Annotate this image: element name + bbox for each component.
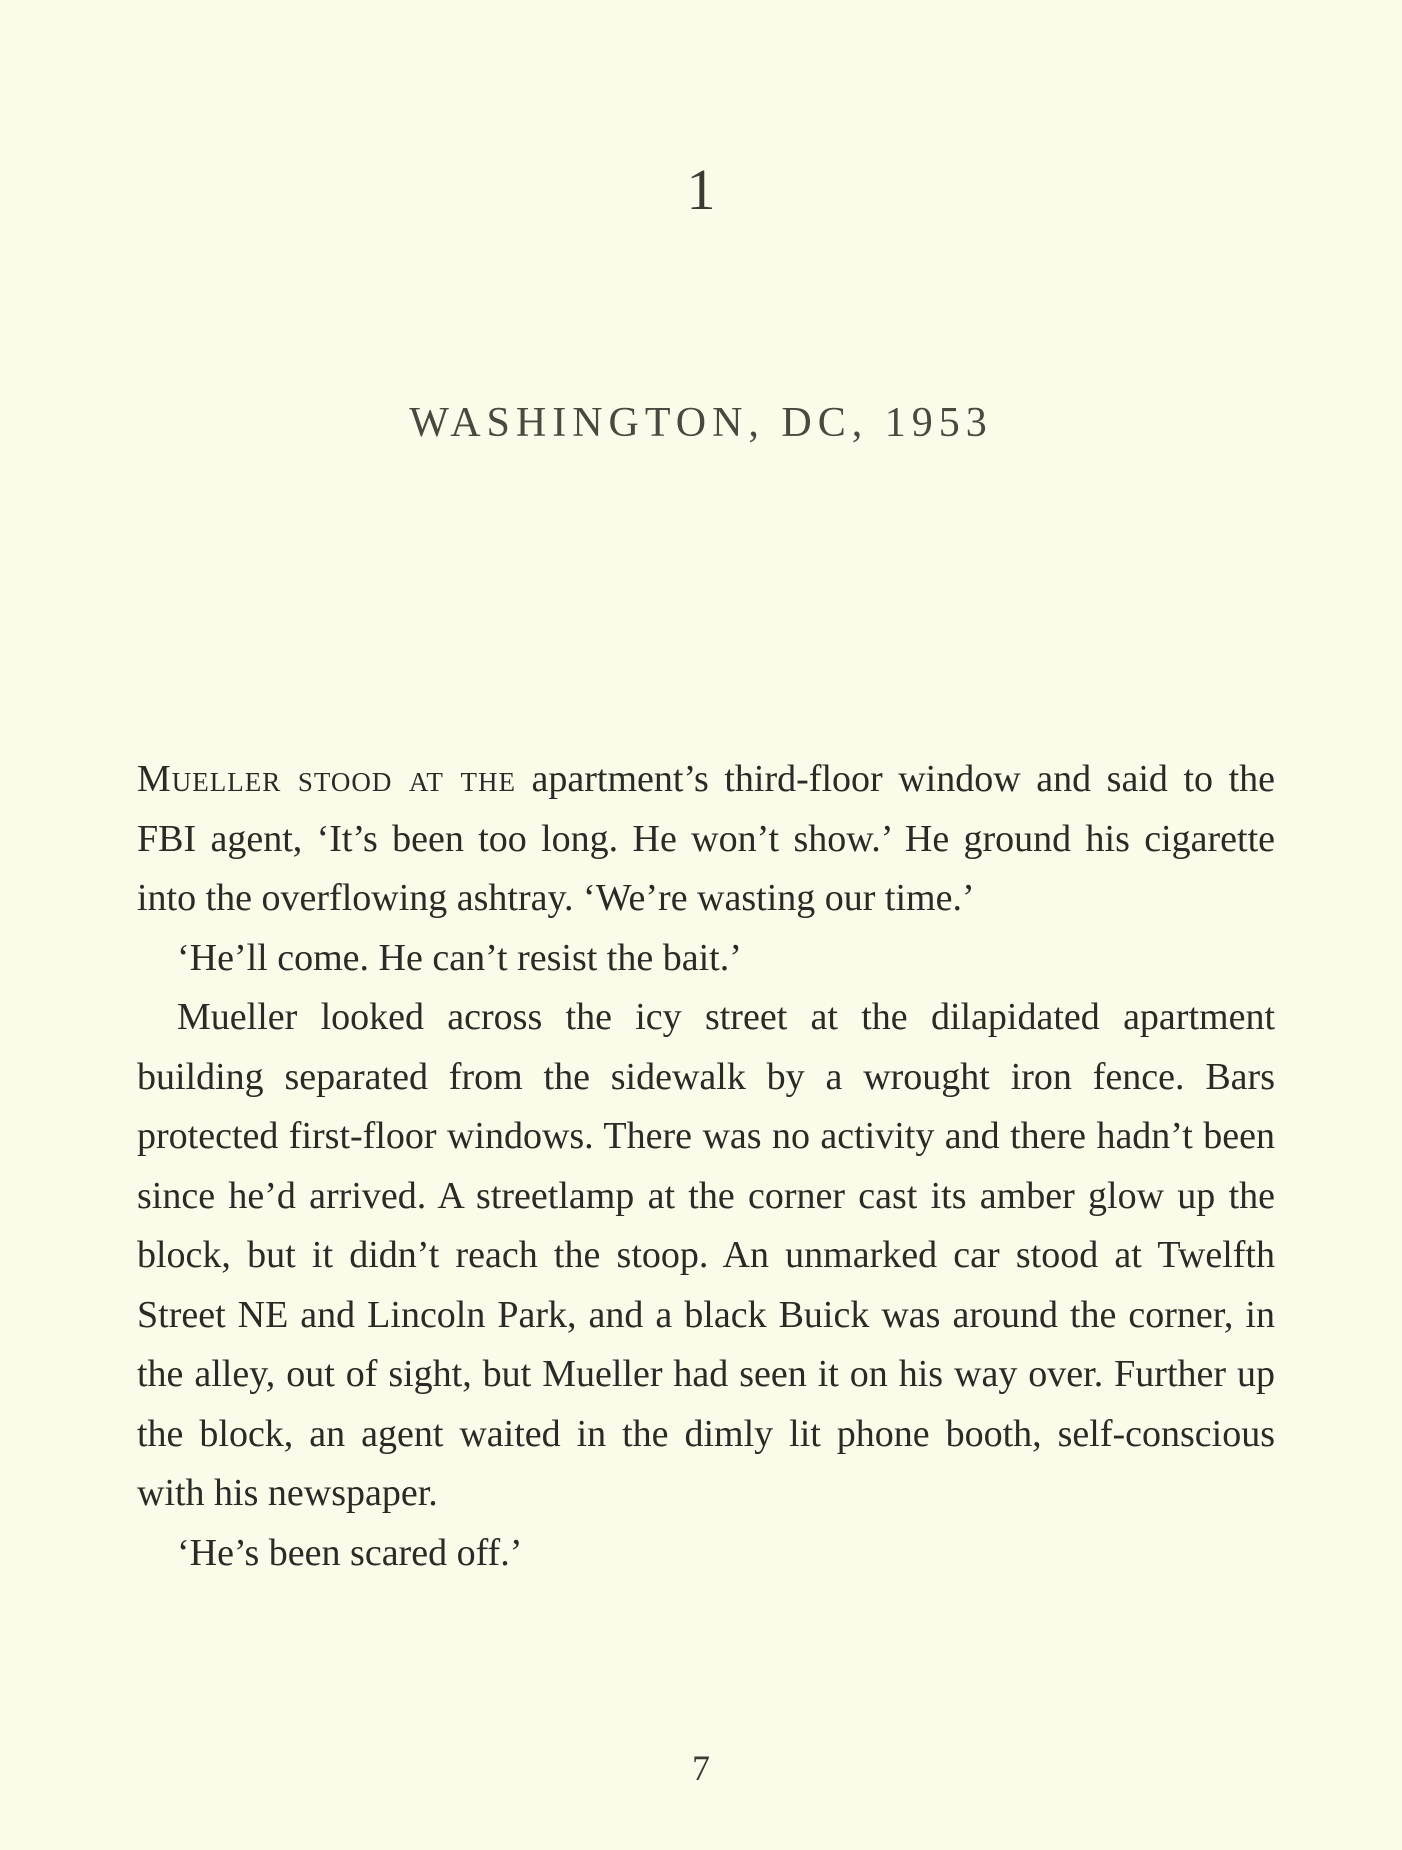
paragraph-lead-in: Mueller stood at the [137, 758, 516, 800]
body-text [137, 750, 1275, 1583]
paragraph-1 [137, 750, 1275, 929]
page-number: 7 [692, 1748, 710, 1788]
paragraph-text: apartment’s third-floor window and said to the FBI agent, ‘It’s been too long. He won’t show.’ He ground his cigarette into the overflowing ashtray. ‘We’re wasting our time.’ [137, 758, 1275, 919]
paragraph-3: Mueller looked across the icy street at the dilapidated apartment building separated from the sidewalk by a wrought iron fence. Bars protected first-floor windows. There was no activity and there hadn’t been since he’d arrived. A streetlamp at the corner cast its amber glow up the block, but it didn’t reach the stoop. An unmarked car stood at Twelfth Street NE and Lincoln Park, and a black Buick was around the corner, in the alley, out of sight, but Mueller had seen it on his way over. Further up the block, an agent waited in the dimly lit phone booth, self-conscious with his newspaper. [137, 996, 1275, 1514]
paragraph-2: ‘He’ll come. He can’t resist the bait.’ [177, 936, 742, 979]
chapter-number: 1 [686, 157, 716, 222]
paragraph-4: ‘He’s been scared off.’ [177, 1531, 523, 1574]
chapter-title: WASHINGTON, DC, 1953 [409, 400, 993, 446]
